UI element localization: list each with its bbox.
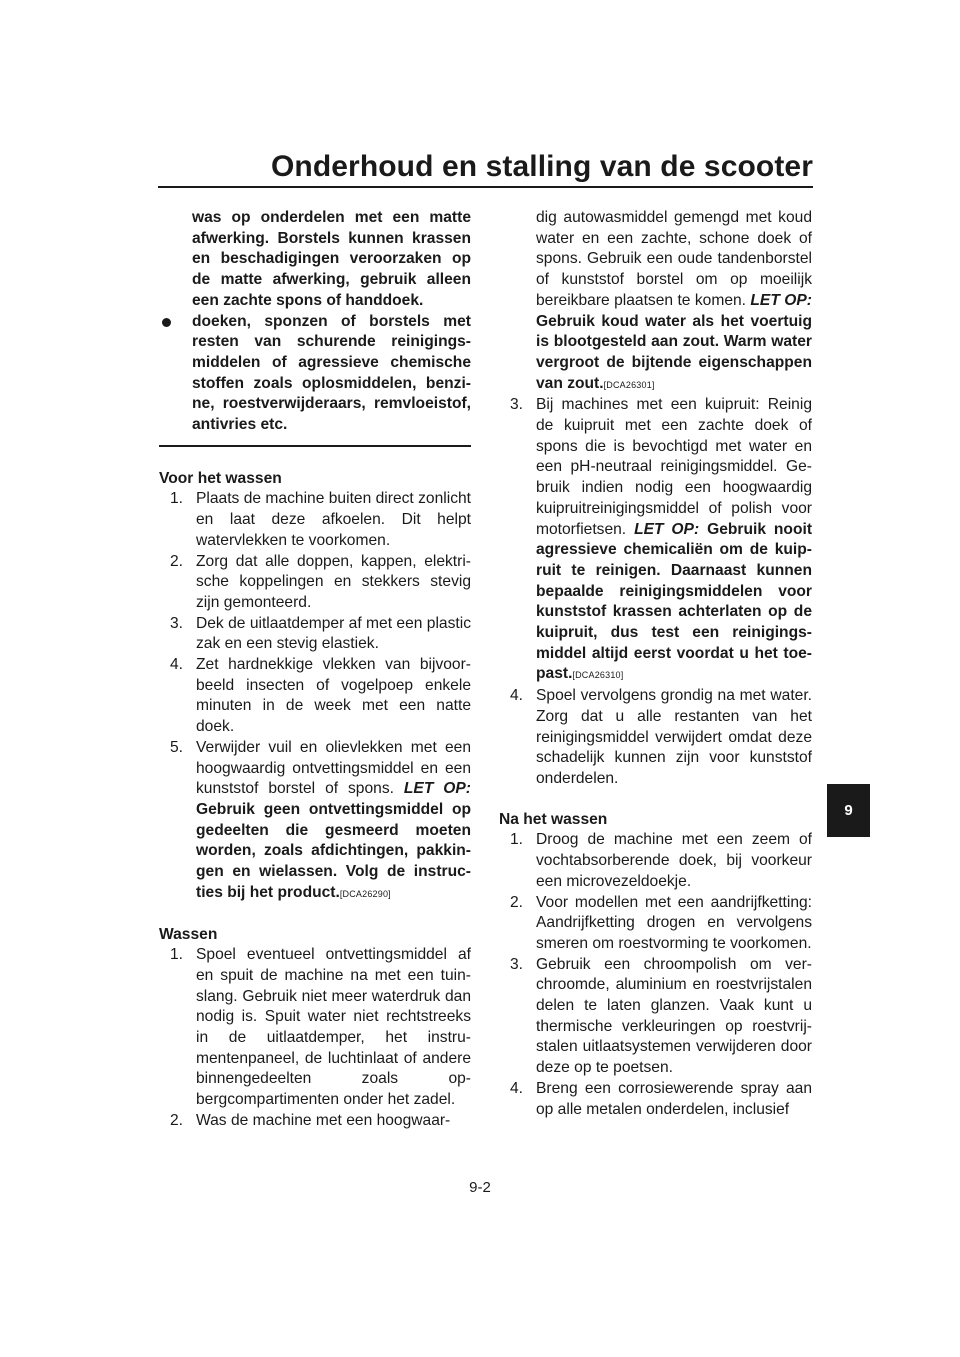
list-item: 3. Bij machines met een kuipruit: Reinig de kuipruit met een zachte doek of spons die is bevochtigd met water en een pH-neutraal reinigingsmiddel. Gebruik indien nodig een hoogwaardig kuipruitreinigingsmiddel of polish voor motorfietsen. LET OP: Gebruik nooit agressieve chemicaliën om de kuipruit te reinigen. Daarnaast kunnen bepaalde reinigingsmiddelen voor kunststof krassen achterlaten op de kuipruit, dus test een reinigingsmiddel altijd eerst voordat u het toepast.[DCA26310] [510, 396, 813, 683]
voor-list [159, 489, 471, 904]
na-list [499, 830, 812, 1120]
list-item: 2. Zorg dat alle doppen, kappen, elektrische koppelingen en stekkers stevig zijn gemonteerd. [170, 552, 471, 611]
caution-label: LET OP: [403, 780, 471, 798]
list-item: 3. Gebruik een chroompolish om verchroomde, aluminium en roestvrijstalen delen te laten glanzen. Vaak kunt u thermische verkleuringen op roestvrijstalen uitlaatsystemen verwijderen door deze op te poetsen. [510, 955, 812, 1077]
na-heading: Na het wassen [499, 810, 608, 828]
list-item: 4. Spoel vervolgens grondig na met water. Zorg dat u alle restanten van het reinigingsmiddel verwijdert omdat deze schadelijk kunnen zijn voor kunststof onderdelen. [510, 687, 812, 787]
wassen-heading: Wassen [159, 925, 218, 943]
list-item: 4. Breng een corrosiewerende spray aan op alle metalen onderdelen, inclusief [510, 1079, 812, 1118]
list-item: 3. Dek de uitlaatdemper af met een plastic zak en een stevig elastiek. [170, 614, 471, 653]
reference-code: [DCA26290] [339, 888, 391, 899]
reference-code: [DCA26301] [603, 379, 655, 390]
warning-end-rule [159, 445, 471, 447]
list-item-continuation: dig autowasmiddel gemengd met koud water en een zachte, schone doek of spons. Gebruik een oude tandenborstel of kunststof borstel om op moeilijk bereikbare plaatsen te komen. LET OP: Gebruik koud water als het voertuig is blootgesteld aan zout. Warm water vergroot de bijtende eigenschappen van zout.[DCA26301] [536, 209, 812, 392]
list-item: 1. Plaats de machine buiten direct zonlicht en laat deze afkoelen. Dit helpt watervlekken te voorkomen. [170, 490, 471, 549]
voor-heading: Voor het wassen [159, 469, 282, 487]
list-item: 2. Was de machine met een hoogwaar- [170, 1111, 451, 1129]
list-item: 5. Verwijder vuil en olievlekken met een hoogwaardig ontvettingsmiddel en een kunststof borstel of spons. LET OP: Gebruik geen ontvettingsmiddel op gedeelten die gesmeerd moeten worden, zoals afdichtingen, pakkingen en wielassen. Volg de instructies bij het product.[DCA26290] [170, 738, 471, 901]
title-rule [158, 186, 813, 188]
list-item: 4. Zet hardnekkige vlekken van bijvoorbeeld insecten of vogelpoep enkele minuten in de week met een natte doek. [170, 656, 471, 736]
warning-bullet: doeken, sponzen of borstels met resten van schurende reinigingsmiddelen of agressieve chemische stoffen zoals oplosmiddelen, benzine, roestverwijderaars, remvloeistof, antivries etc. [192, 312, 471, 436]
list-item: 2. Voor modellen met een aandrijfketting: Aandrijfketting drogen en vervolgens smeren om roestvorming te voorkomen. [510, 893, 812, 952]
wassen-list [159, 945, 471, 1131]
reference-code: [DCA26310] [572, 670, 624, 681]
warning-continuation: was op onderdelen met een matte afwerking. Borstels kunnen krassen en beschadigingen veroorzaken op de matte afwerking, gebruik alleen een zachte spons of handdoek. [192, 209, 471, 309]
right-column [499, 208, 812, 1120]
wassen-list-continued [499, 395, 812, 789]
left-column [159, 208, 471, 1132]
list-item: 1. Droog de machine met een zeem of vochtabsorberende doek, bij voorkeur een microvezeldoekje. [510, 831, 812, 890]
chapter-tab: 9 [827, 784, 870, 837]
caution-label: LET OP: [634, 520, 700, 538]
list-item: 1. Spoel eventueel ontvettingsmiddel af en spuit de machine na met een tuinslang. Gebruik niet meer waterdruk dan nodig is. Spuit water niet rechtstreeks in de uitlaatdemper, het instrumentenpaneel, de luchtinlaat of andere binnengedeelten zoals opbergcompartimenten onder het zadel. [170, 946, 471, 1109]
page-title: Onderhoud en stalling van de scooter [270, 150, 813, 183]
page-number: 9-2 [469, 1179, 491, 1196]
caution-label: LET OP: [750, 291, 812, 309]
